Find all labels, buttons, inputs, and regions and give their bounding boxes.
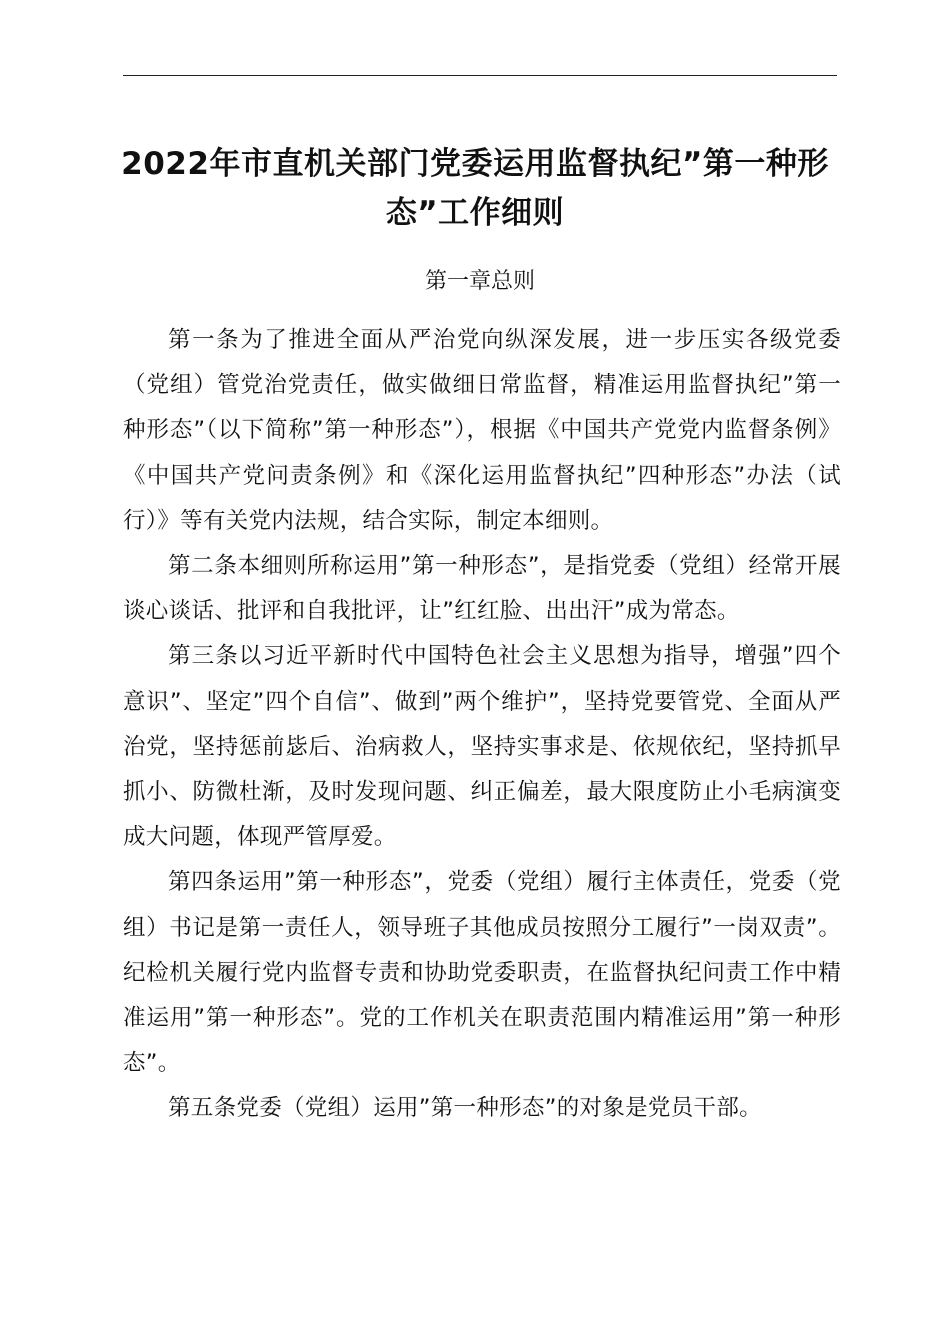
article-1: 第一条为了推进全面从严治党向纵深发展，进一步压实各级党委（党组）管党治党责任，做实做细日常监督，精准运用监督执纪”第一种形态”（以下简称”第一种形态”），根据《中国共产党党内监督条例》《中国共产党问责条例》和《深化运用监督执纪”四种形态”办法（试行）》等有关党内法规，结合实际，制定本细则。	[123, 327, 841, 534]
document-body	[123, 318, 841, 1132]
article-2: 第二条本细则所称运用”第一种形态”，是指党委（党组）经常开展谈心谈话、批评和自我批评，让”红红脸、出出汗”成为常态。	[123, 553, 841, 625]
article-5: 第五条党委（党组）运用”第一种形态”的对象是党员干部。	[168, 1095, 762, 1122]
chapter-heading: 第一章总则	[424, 269, 535, 294]
title-year: 2022	[121, 146, 210, 182]
article-3: 第三条以习近平新时代中国特色社会主义思想为指导，增强”四个意识”、坚定”四个自信”、做到”两个维护”，坚持党要管党、全面从严治党，坚持惩前毖后、治病救人，坚持实事求是、依规依纪，坚持抓早抓小、防微杜渐，及时发现问题、纠正偏差，最大限度防止小毛病演变成大问题，体现严管厚爱。	[123, 643, 841, 851]
header-rule	[123, 75, 837, 76]
document-title	[110, 140, 840, 238]
article-4: 第四条运用”第一种形态”，党委（党组）履行主体责任，党委（党组）书记是第一责任人，领导班子其他成员按照分工履行”一岗双责”。纪检机关履行党内监督专责和协助党委职责，在监督执纪问责工作中精准运用”第一种形态”。党的工作机关在职责范围内精准运用”第一种形态”。	[123, 869, 841, 1077]
title-text: 年市直机关部门党委运用监督执纪”第一种形态”工作细则	[209, 146, 829, 231]
